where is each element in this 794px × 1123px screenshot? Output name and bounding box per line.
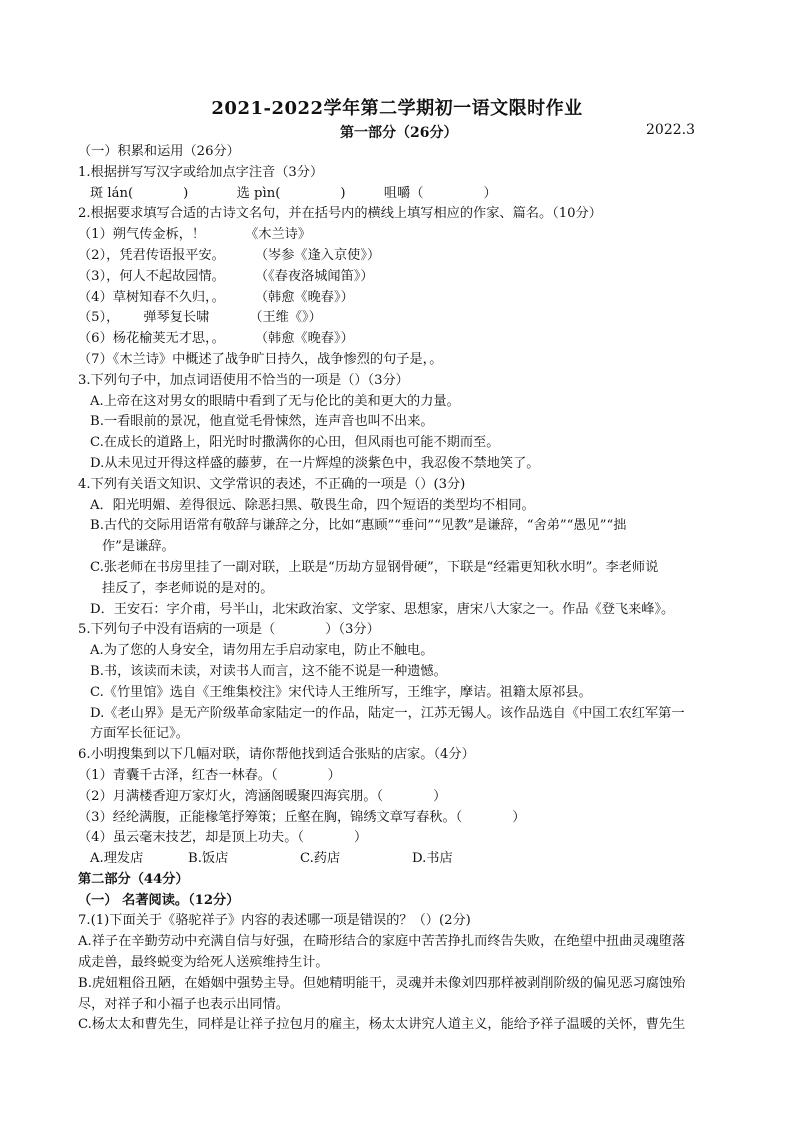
option-a: A.理发店 [90, 851, 144, 867]
question-6-item: （1）青囊千古泽，红杏一林春。（ ） [78, 767, 341, 783]
question-2-item: （3），何人不起故园情。 （《春夜洛城闻笛》） [78, 268, 374, 284]
option-b: B.饭店 [188, 851, 229, 867]
question-4-option: D．王安石：字介甫，号半山，北宋政治家、文学家、思想家，唐宋八大家之一。作品《登飞来峰》。 [90, 601, 675, 617]
question-6-item: （3）经纶满腹，正能椽笔抒筹策；丘壑在胸，锦绣文章写春秋。（ ） [78, 809, 526, 825]
question-5-option-cont: 方面军长征记》。 [90, 726, 189, 742]
question-2-stem: 2.根据要求填写合适的古诗文名句，并在括号内的横线上填写相应的作家、篇名。（10分） [78, 206, 602, 222]
question-7-stem: 7.(1)下面关于《骆驼祥子》内容的表述哪一项是错误的？（）(2分) [78, 913, 471, 929]
part2-heading: 第二部分（44分） [78, 871, 189, 887]
question-7-option: C.杨太太和曹先生，同样是让祥子拉包月的雇主，杨太太讲究人道主义，能给予祥子温暖的关怀，曹先生 [78, 1017, 686, 1033]
question-5-option: B.书，该读而未读，对读书人而言，这不能不说是一种遗憾。 [90, 663, 447, 679]
question-3-stem: 3.下列句子中，加点词语使用不恰当的一项是（）（3分） [78, 372, 409, 388]
question-3-option: A.上帝在这对男女的眼睛中看到了无与伦比的美和更大的力量。 [90, 393, 460, 409]
question-7-option: B.虎妞粗俗丑陋，在婚姻中强势主导。但她精明能干，灵魂并未像刘四那样被剥削阶级的偏见恶习腐蚀殆 [78, 975, 686, 991]
question-4-option: A．阳光明媚、差得很远、除恶扫黑、敬畏生命，四个短语的类型均不相同。 [90, 497, 535, 513]
question-5-option: C.《竹里馆》选自《王维集校注》宋代诗人王维所写，王维字，摩诘。祖籍太原祁县。 [90, 684, 592, 700]
subtitle-row [0, 122, 794, 142]
question-1-stem: 1.根据拼写写汉字或给加点字注音（3分） [78, 164, 324, 180]
question-7-option: A.祥子在辛勤劳动中充满自信与好强，在畸形结合的家庭中苦苦挣扎而终告失败，在绝望中扭曲灵魂堕落 [78, 934, 686, 950]
section-heading: （一）积累和运用（26分） [78, 144, 240, 159]
question-5-option: A.为了您的人身安全，请勿用左手启动家电，防止不触电。 [90, 643, 434, 659]
question-3-option: C.在成长的道路上，阳光时时撒满你的心田，但风雨也可能不期而至。 [90, 435, 500, 451]
section-heading: （一） 名著阅读。（12分） [78, 892, 240, 908]
question-2-item: （6）杨花榆荚无才思，。 （韩愈《晚春》） [78, 331, 354, 347]
question-4-stem: 4.下列有关语文知识、文学常识的表述，不正确的一项是（）(3分) [78, 476, 466, 492]
question-7-option-cont: 尽，对祥子和小福子也表示出同情。 [78, 996, 289, 1012]
option-c: C.药店 [300, 851, 341, 867]
question-4-option: B.古代的交际用语常有敬辞与谦辞之分，比如“惠顾”“垂问”“见教”是谦辞，“舍弟”“愚见”“拙 [90, 518, 627, 534]
option-d: D.书店 [412, 851, 453, 867]
question-4-option-cont: 挂反了，李老师说的是对的。 [102, 580, 274, 596]
question-1-items: 斑 lán( ) 选 pìn( ) 咀嚼（ ） [90, 185, 497, 201]
date-label: 2022.3 [646, 122, 695, 138]
question-3-option: B.一看眼前的景况，他直觉毛骨悚然，连声音也叫不出来。 [90, 414, 434, 430]
part1-heading: 第一部分（26分） [340, 125, 458, 141]
question-4-option-cont: 作”是谦辞。 [102, 539, 175, 555]
question-6-options [78, 849, 718, 870]
question-2-item: （1）朔气传金柝，！ 《木兰诗》 [78, 227, 312, 243]
question-2-item: （2），凭君传语报平安。 （岑参《逢入京使》） [78, 247, 381, 263]
question-7-option-cont: 成走兽，最终蜕变为给死人送殡维持生计。 [78, 955, 329, 971]
question-4-option: C.张老师在书房里挂了一副对联，上联是“历劫方显钢骨硬”，下联是“经霜更知秋水明”。李老师说 [90, 559, 659, 575]
question-6-stem: 6.小明搜集到以下几幅对联，请你帮他找到适合张贴的店家。（4分） [78, 747, 475, 763]
question-6-item: （4）虽云毫末技艺，却是顶上功夫。（ ） [78, 830, 368, 846]
question-6-item: （2）月满楼香迎万家灯火，湾涵阁暖聚四海宾朋。（ ） [78, 788, 447, 804]
page-title: 2021-2022学年第二学期初一语文限时作业 [211, 98, 583, 119]
question-2-item: （4）草树知春不久归，。 （韩愈《晚春》） [78, 289, 354, 305]
question-5-stem: 5.下列句子中没有语病的一项是（ ）（3分） [78, 622, 380, 638]
question-2-item: （7）《木兰诗》中概述了战争旷日持久，战争惨烈的句子是，。 [78, 351, 443, 367]
question-content [78, 142, 718, 1036]
question-2-item: （5）， 弹琴复长啸 （王维《》） [78, 310, 322, 326]
question-3-option: D.从未见过开得这样盛的藤萝，在一片辉煌的淡紫色中，我忍俊不禁地笑了。 [90, 455, 540, 471]
question-5-option: D.《老山界》是无产阶级革命家陆定一的作品，陆定一，江苏无锡人。该作品选自《中国工农红军第一 [90, 705, 685, 721]
